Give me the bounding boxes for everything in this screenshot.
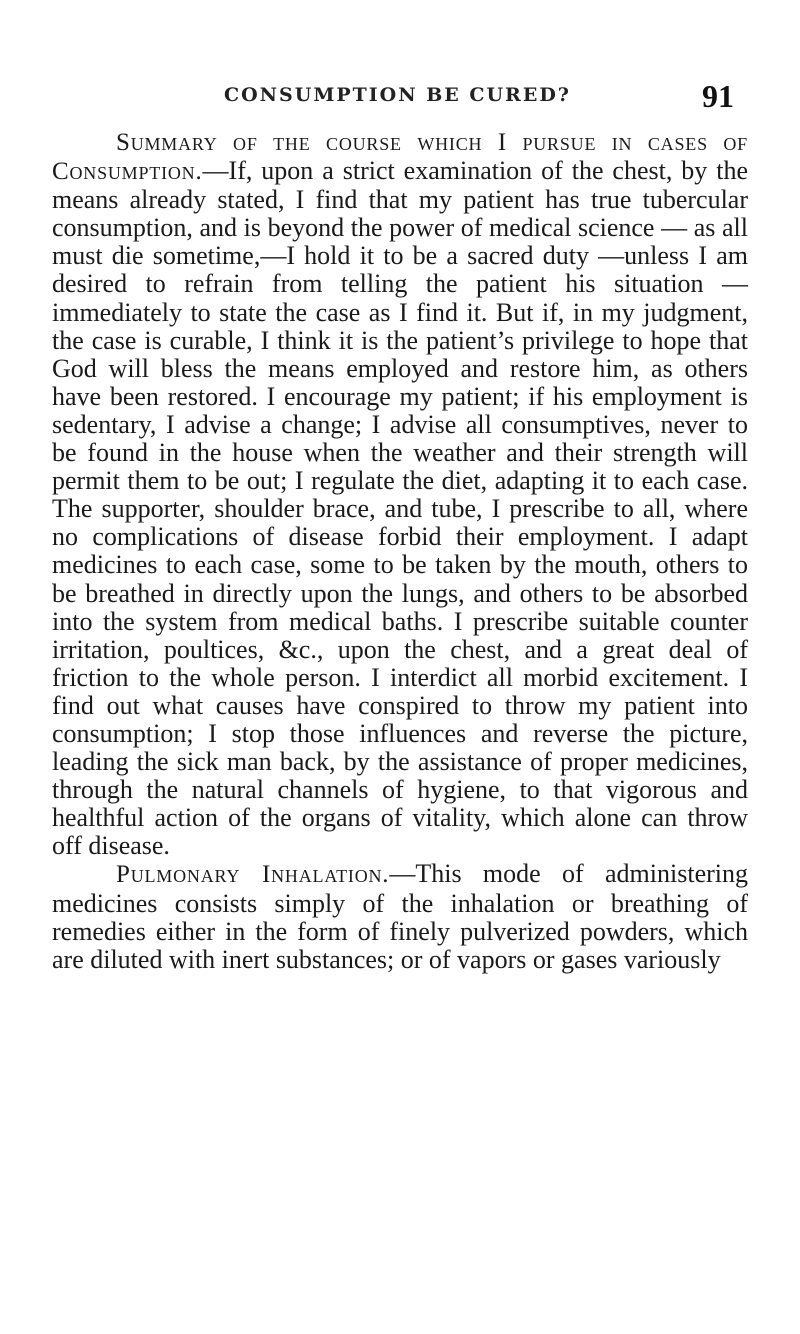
running-head-title: CONSUMPTION BE CURED? — [224, 84, 571, 106]
running-head — [52, 78, 748, 128]
page-number: 91 — [702, 78, 734, 114]
book-page — [52, 78, 748, 974]
paragraph-heading-summary: Summary of the course which I pursue in cases of Consumption. — [52, 129, 748, 186]
paragraph-heading-pulmonary-inhalation: Pulmonary Inhalation. — [116, 861, 390, 889]
paragraph-body-summary: —If, upon a strict examination of the chest, by the means already stated, I find that my patient has true tubercular consumption, and is beyond the power of medical science — as all must die sometime,—I hold it to be a sacred duty —unless I am desired to refrain from telling the patient his situation — immediately to state the case as I find it. But if, in my judgment, the case is curable, I think it is the patient’s privilege to hope that God will bless the means employed and restore him, as others have been restored. I encourage my patient; if his employment is sedentary, I advise a change; I advise all consumptives, never to be found in the house when the weather and their strength will permit them to be out; I regulate the diet, adapting it to each case. The supporter, shoulder brace, and tube, I prescribe to all, where no complications of disease forbid their employment. I adapt medicines to each case, some to be taken by the mouth, others to be breathed in directly upon the lungs, and others to be absorbed into the system from medical baths. I prescribe suitable counter irritation, poultices, &c., upon the chest, and a great deal of friction to the whole person. I interdict all morbid excitement. I find out what causes have conspired to throw my patient into consumption; I stop those influences and reverse the picture, leading the sick man back, by the assistance of proper medicines, through the natural channels of hygiene, to that vigorous and healthful action of the organs of vitality, which alone can throw off disease. — [52, 156, 748, 861]
paragraph-pulmonary-inhalation — [52, 860, 748, 973]
paragraph-body-pulmonary-inhalation: —This mode of administering medicines consists simply of the inhalation or breathing of remedies either in the form of finely pulverized powders, which are diluted with inert substances; or of vapors or gases variously — [52, 859, 748, 974]
paragraph-summary — [52, 128, 748, 860]
